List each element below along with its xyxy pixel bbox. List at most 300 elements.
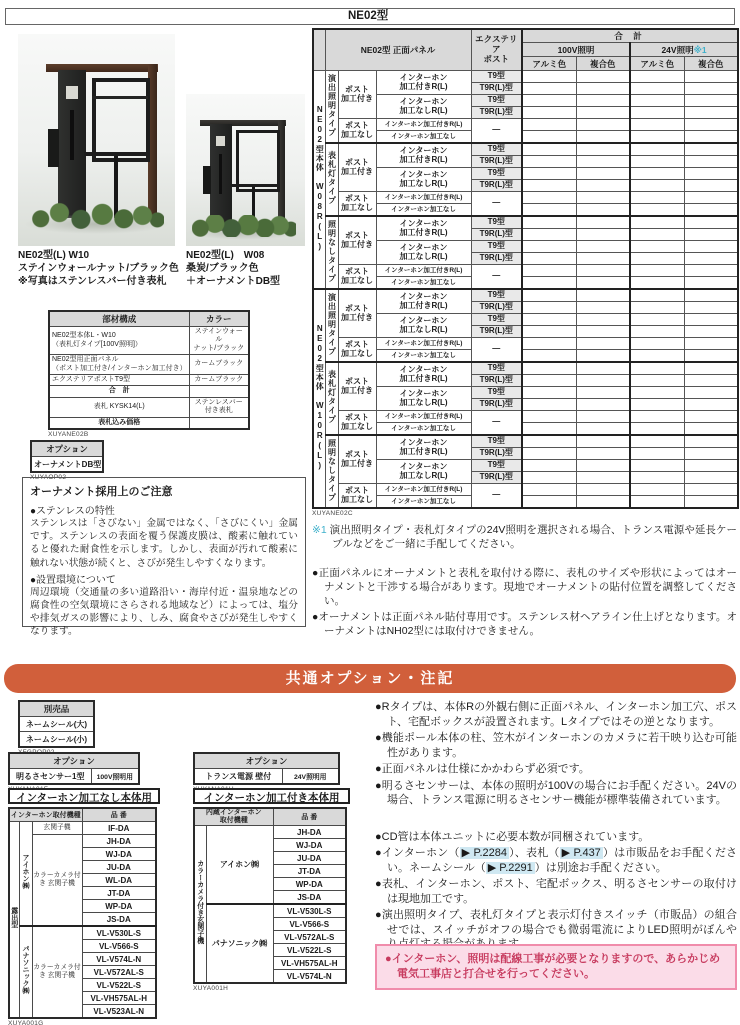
price-cell bbox=[576, 131, 630, 144]
exterior-post-cell: T9R(L)型 bbox=[471, 472, 522, 484]
price-cell bbox=[684, 253, 738, 265]
intercom-plain-block bbox=[8, 788, 160, 1025]
caption-line: ※写真はステンレスバー付き表札 bbox=[18, 276, 167, 287]
separate-sale-item: ネームシール(大) bbox=[19, 717, 94, 732]
option-header: オプション bbox=[194, 753, 339, 769]
price-cell bbox=[630, 168, 684, 180]
sensor-option-table bbox=[8, 752, 140, 785]
price-cell bbox=[576, 338, 630, 350]
price-cell bbox=[630, 216, 684, 229]
table-code: XUYA001G bbox=[8, 1020, 44, 1025]
intercom-plain-body bbox=[9, 822, 156, 1019]
model-number-cell: WL-DA bbox=[82, 874, 156, 887]
note-item-with-links bbox=[375, 846, 737, 875]
model-number-cell: VL-V572AL-S bbox=[82, 966, 156, 979]
model-number-cell: WJ-DA bbox=[273, 839, 346, 852]
spec-row bbox=[313, 484, 738, 496]
note-item: ●表札、インターホン、ポスト、宅配ボックス、明るさセンサーの取付けは現地加工です。 bbox=[375, 878, 737, 905]
intercom-option-cell: インターホン加工付きR(L) bbox=[376, 484, 471, 496]
exterior-post-cell: T9型 bbox=[471, 362, 522, 375]
price-cell bbox=[684, 411, 738, 423]
exterior-post-cell: T9R(L)型 bbox=[471, 156, 522, 168]
price-cell bbox=[576, 119, 630, 131]
exterior-post-cell: T9型 bbox=[471, 314, 522, 326]
spec-row bbox=[313, 143, 738, 156]
price-cell bbox=[522, 362, 576, 375]
panel-col-header: NE02型 正面パネル bbox=[325, 29, 471, 71]
intercom-option-cell: インターホン加工なし bbox=[376, 131, 471, 144]
price-cell bbox=[522, 399, 576, 411]
price-cell bbox=[522, 241, 576, 253]
price-cell bbox=[630, 119, 684, 131]
body-label-text: NE02型本体 W08R(L) bbox=[315, 104, 325, 252]
spec-table bbox=[312, 28, 739, 509]
price-cell bbox=[522, 95, 576, 107]
price-cell bbox=[630, 314, 684, 326]
price-cell bbox=[522, 338, 576, 350]
exterior-post-cell: T9型 bbox=[471, 71, 522, 83]
notice-body: 周辺環境（交通量の多い道路沿い・海岸付近・温泉地などの腐食性の空気環境にさらされる地域など）によっては、塩分や排気ガスの影響により、しみ、腐食やさびが発生しやすくなります。 bbox=[30, 586, 298, 638]
price-cell bbox=[684, 156, 738, 168]
model-number-cell: VL-V530L-S bbox=[82, 926, 156, 940]
intercom-built-title: インターホン加工付き本体用 bbox=[193, 788, 350, 804]
page-ref-link[interactable]: ▶ P.2284 bbox=[461, 847, 507, 860]
option-use: 24V照明用 bbox=[282, 769, 339, 785]
exterior-post-cell: — bbox=[471, 338, 522, 363]
separate-sale-item: ネームシール(小) bbox=[19, 732, 94, 748]
model-number-cell: JH-DA bbox=[273, 826, 346, 839]
price-cell bbox=[522, 71, 576, 83]
spec-row bbox=[313, 460, 738, 472]
price-cell bbox=[684, 71, 738, 83]
part-name: NE02型本体L・W10 （表札灯タイプ[100V照明]） bbox=[49, 327, 189, 355]
price-cell bbox=[684, 265, 738, 277]
intercom-option-cell: インターホン 加工なしR(L) bbox=[376, 387, 471, 411]
price-cell bbox=[630, 362, 684, 375]
note-item: ●機能ポール本体の柱、笠木がインターホンのカメラに若干映り込む可能性があります。 bbox=[375, 732, 737, 759]
parts-table bbox=[48, 310, 250, 430]
type-label-text: 演出照明タイプ bbox=[327, 73, 337, 137]
intercom-option-cell: インターホン加工付きR(L) bbox=[376, 192, 471, 204]
price-cell bbox=[522, 156, 576, 168]
mount-type-cell bbox=[194, 826, 206, 984]
note-text: ●インターホン（ bbox=[375, 847, 460, 860]
price-cell bbox=[522, 83, 576, 95]
transformer-option-table bbox=[193, 752, 340, 785]
exterior-post-cell: T9R(L)型 bbox=[471, 302, 522, 314]
price-cell bbox=[576, 423, 630, 436]
note-item: ●正面パネルは仕様にかかわらず必須です。 bbox=[375, 763, 590, 776]
exterior-post-cell: T9型 bbox=[471, 387, 522, 399]
spec-row bbox=[313, 338, 738, 350]
price-cell bbox=[576, 277, 630, 290]
intercom-option-cell: インターホン 加工なしR(L) bbox=[376, 460, 471, 484]
exterior-post-cell: — bbox=[471, 119, 522, 144]
intercom-row bbox=[194, 826, 346, 839]
price-cell bbox=[630, 350, 684, 363]
intercom-built-block bbox=[193, 788, 350, 992]
price-cell bbox=[630, 192, 684, 204]
price-cell bbox=[684, 448, 738, 460]
total-row-label: 合 計 bbox=[49, 386, 189, 397]
price-cell bbox=[684, 314, 738, 326]
price-cell bbox=[630, 180, 684, 192]
price-cell bbox=[630, 277, 684, 290]
price-cell bbox=[684, 435, 738, 448]
price-cell bbox=[522, 302, 576, 314]
price-cell bbox=[630, 241, 684, 253]
exterior-post-cell: T9型 bbox=[471, 460, 522, 472]
spec-row bbox=[313, 204, 738, 217]
intercom-box bbox=[203, 166, 211, 194]
notice-heading: ●ステンレスの特性 bbox=[30, 506, 115, 517]
price-cell bbox=[684, 241, 738, 253]
intercom-built-body bbox=[194, 826, 346, 984]
page-ref-link[interactable]: ▶ P.2291 bbox=[487, 861, 533, 874]
spec-row bbox=[313, 265, 738, 277]
intercom-plain-title: インターホン加工なし本体用 bbox=[8, 788, 160, 804]
nameplate bbox=[66, 86, 78, 99]
cross-bar bbox=[232, 184, 280, 187]
intercom-row bbox=[9, 822, 156, 835]
part-color bbox=[189, 386, 249, 397]
panel-slit bbox=[219, 154, 222, 194]
mount-type-cell bbox=[9, 822, 19, 1019]
option-use: 100V照明用 bbox=[91, 769, 139, 785]
model-number-cell: JS-DA bbox=[273, 891, 346, 905]
page-title: NE02型 bbox=[348, 10, 389, 22]
spec-corner-cell bbox=[313, 29, 325, 71]
price-cell bbox=[522, 168, 576, 180]
price-cell bbox=[576, 362, 630, 375]
type-label-text: 表札灯タイプ bbox=[327, 151, 337, 206]
spec-type-label bbox=[325, 362, 338, 435]
post-with-cell: ポスト 加工付き bbox=[338, 71, 376, 119]
price-cell bbox=[522, 350, 576, 363]
exterior-post-cell: T9型 bbox=[471, 289, 522, 302]
post-without-cell: ポスト 加工なし bbox=[338, 411, 376, 436]
mount-type-text: 露出型 bbox=[10, 906, 18, 928]
panel-slit bbox=[70, 110, 74, 160]
spec-row bbox=[313, 289, 738, 302]
price-cell bbox=[576, 95, 630, 107]
model-number-cell: VL-VH575AL-H bbox=[82, 992, 156, 1005]
price-cell bbox=[576, 180, 630, 192]
model-number-cell: VL-V566-S bbox=[273, 918, 346, 931]
intercom-type-header: インターホン取付機種 bbox=[9, 808, 82, 822]
price-cell bbox=[576, 265, 630, 277]
exterior-post-cell: T9型 bbox=[471, 168, 522, 180]
exterior-post-cell: T9型 bbox=[471, 241, 522, 253]
spec-body-label bbox=[313, 289, 325, 508]
spec-row bbox=[313, 387, 738, 399]
price-cell bbox=[630, 496, 684, 509]
price-cell bbox=[522, 253, 576, 265]
table-code: XUYA001H bbox=[193, 985, 229, 993]
post-with-cell: ポスト 加工付き bbox=[338, 435, 376, 484]
price-cell bbox=[630, 435, 684, 448]
spec-row bbox=[313, 411, 738, 423]
product-photo-right bbox=[186, 94, 305, 246]
price-cell bbox=[522, 448, 576, 460]
price-cell bbox=[576, 460, 630, 472]
price-cell bbox=[684, 460, 738, 472]
price-cell bbox=[684, 107, 738, 119]
intercom-row bbox=[9, 926, 156, 940]
ref-note-1 bbox=[312, 523, 737, 551]
exterior-post-cell: T9R(L)型 bbox=[471, 229, 522, 241]
price-cell bbox=[522, 143, 576, 156]
price-cell bbox=[630, 326, 684, 338]
model-number-cell: JH-DA bbox=[82, 835, 156, 848]
intercom-option-cell: インターホン 加工付きR(L) bbox=[376, 216, 471, 241]
intercom-option-cell: インターホン加工なし bbox=[376, 277, 471, 290]
open-frame bbox=[92, 78, 150, 162]
model-number-cell: VL-VH575AL-H bbox=[273, 957, 346, 970]
model-number-cell: VL-V572AL-S bbox=[273, 931, 346, 944]
page-header-bar bbox=[5, 8, 735, 25]
header-24v bbox=[630, 43, 738, 57]
price-cell bbox=[684, 362, 738, 375]
price-cell bbox=[522, 204, 576, 217]
spec-row bbox=[313, 192, 738, 204]
price-cell bbox=[576, 399, 630, 411]
intercom-option-cell: インターホン加工付きR(L) bbox=[376, 119, 471, 131]
exterior-post-cell: T9R(L)型 bbox=[471, 375, 522, 387]
price-cell bbox=[684, 95, 738, 107]
model-number-cell: VL-V523AL-N bbox=[82, 1005, 156, 1019]
spec-table-body bbox=[313, 71, 738, 509]
spec-row bbox=[313, 131, 738, 144]
type-label-text: 照明なしタイプ bbox=[327, 219, 337, 283]
spec-row bbox=[313, 350, 738, 363]
exterior-post-cell: T9型 bbox=[471, 435, 522, 448]
photo-caption-right bbox=[186, 249, 316, 288]
price-cell bbox=[630, 387, 684, 399]
price-cell bbox=[576, 350, 630, 363]
part-name: 表札 KYSK14(L) bbox=[49, 397, 189, 417]
price-cell bbox=[576, 484, 630, 496]
exterior-post-cell: T9型 bbox=[471, 95, 522, 107]
price-cell bbox=[576, 168, 630, 180]
price-cell bbox=[522, 387, 576, 399]
price-row-label: 表札込み価格 bbox=[49, 417, 189, 429]
price-cell bbox=[522, 289, 576, 302]
price-cell bbox=[684, 350, 738, 363]
price-cell bbox=[684, 204, 738, 217]
exterior-post-cell: T9R(L)型 bbox=[471, 107, 522, 119]
spec-body-label bbox=[313, 71, 325, 290]
spec-row bbox=[313, 216, 738, 229]
price-cell bbox=[630, 229, 684, 241]
price-cell bbox=[576, 253, 630, 265]
model-number-cell: JT-DA bbox=[273, 865, 346, 878]
note-item: ●オーナメントは正面パネル貼付専用です。ステンレス材ヘアライン仕上げとなります。オーナメントはNH02型には取付けできません。 bbox=[312, 611, 737, 638]
price-cell bbox=[684, 472, 738, 484]
price-cell bbox=[576, 387, 630, 399]
table-code: XUYANE02B bbox=[48, 430, 89, 438]
price-cell bbox=[576, 496, 630, 509]
ref-text: 演出照明タイプ・表札灯タイプの24V照明を選択される場合、トランス電源や延長ケーブルなどをご一緒に手配してください。 bbox=[329, 524, 737, 551]
color-col-header: カラー bbox=[189, 311, 249, 327]
price-cell bbox=[684, 83, 738, 95]
price-cell bbox=[576, 241, 630, 253]
price-cell bbox=[576, 448, 630, 460]
model-number-cell: JT-DA bbox=[82, 887, 156, 900]
price-cell bbox=[522, 472, 576, 484]
intercom-box bbox=[48, 129, 59, 167]
price-cell bbox=[684, 168, 738, 180]
price-cell bbox=[684, 180, 738, 192]
part-color: カームブラック bbox=[189, 355, 249, 375]
option-header: オプション bbox=[31, 441, 103, 457]
option-item: オーナメントDB型 bbox=[31, 457, 103, 473]
price-cell bbox=[630, 448, 684, 460]
page-ref-link[interactable]: ▶ P.437 bbox=[561, 847, 601, 860]
option-header: オプション bbox=[9, 753, 139, 769]
maker-cell: アイホン㈱ bbox=[206, 826, 273, 905]
post-without-cell: ポスト 加工なし bbox=[338, 484, 376, 509]
section-banner: 共通オプション・注記 bbox=[4, 664, 736, 693]
price-cell bbox=[630, 156, 684, 168]
option-item: トランス電源 壁付 bbox=[194, 769, 282, 785]
price-cell bbox=[522, 496, 576, 509]
header-24v-label: 24V照明 bbox=[661, 44, 694, 55]
price-cell bbox=[684, 399, 738, 411]
price-cell bbox=[576, 435, 630, 448]
spec-row bbox=[313, 168, 738, 180]
separate-sale-block bbox=[18, 700, 95, 756]
exterior-post-cell: T9型 bbox=[471, 216, 522, 229]
color-col: アルミ色 bbox=[522, 57, 576, 71]
price-cell bbox=[576, 204, 630, 217]
model-number-cell: IF-DA bbox=[82, 822, 156, 835]
price-cell bbox=[576, 472, 630, 484]
intercom-option-cell: インターホン 加工なしR(L) bbox=[376, 168, 471, 192]
post-without-cell: ポスト 加工なし bbox=[338, 192, 376, 217]
exterior-post-cell: T9型 bbox=[471, 143, 522, 156]
price-cell bbox=[522, 326, 576, 338]
price-cell bbox=[684, 423, 738, 436]
price-cell bbox=[684, 326, 738, 338]
intercom-option-cell: インターホン加工なし bbox=[376, 496, 471, 509]
notes-gap bbox=[375, 810, 737, 830]
price-cell bbox=[576, 375, 630, 387]
ref-mark: ※1 bbox=[693, 44, 707, 55]
plants bbox=[30, 202, 164, 230]
body-label-text: NE02型本体 W10R(L) bbox=[315, 323, 325, 471]
post-with-cell: ポスト 加工付き bbox=[338, 216, 376, 265]
price-cell bbox=[630, 460, 684, 472]
caption-line: ステインウォールナット/ブラック色 bbox=[18, 263, 179, 274]
spec-row bbox=[313, 241, 738, 253]
price-cell bbox=[522, 131, 576, 144]
price-cell bbox=[576, 289, 630, 302]
ref-mark: ※1 bbox=[312, 524, 327, 536]
intercom-option-cell: インターホン 加工付きR(L) bbox=[376, 71, 471, 95]
price-cell bbox=[684, 375, 738, 387]
price-cell bbox=[630, 265, 684, 277]
intercom-row bbox=[9, 835, 156, 848]
part-name: NE02型用正面パネル （ポスト加工付き/インターホン加工付き） bbox=[49, 355, 189, 375]
unit-type-cell: 玄関子機 bbox=[32, 822, 82, 835]
price-cell bbox=[630, 131, 684, 144]
post-with-cell: ポスト 加工付き bbox=[338, 143, 376, 192]
price-cell bbox=[684, 119, 738, 131]
price-cell bbox=[630, 289, 684, 302]
intercom-option-cell: インターホン 加工なしR(L) bbox=[376, 314, 471, 338]
model-number-cell: VL-V522L-S bbox=[273, 944, 346, 957]
color-col: 複合色 bbox=[576, 57, 630, 71]
price-cell bbox=[576, 302, 630, 314]
price-cell bbox=[684, 496, 738, 509]
price-cell bbox=[630, 204, 684, 217]
exterior-post-cell: T9R(L)型 bbox=[471, 399, 522, 411]
note-item: ●演出照明タイプ、表札灯タイプと表示灯付きスイッチ（市販品）の組合せでは、スイッチがオフの場合でも微弱電流によりLED照明がぼんや bbox=[375, 909, 737, 936]
intercom-option-cell: インターホン加工なし bbox=[376, 204, 471, 217]
model-number-cell: VL-V574L-N bbox=[82, 953, 156, 966]
unit-type-cell: カラーカメラ付 き 玄関子機 bbox=[32, 835, 82, 927]
intercom-option-cell: インターホン加工付きR(L) bbox=[376, 265, 471, 277]
type-label-text: 照明なしタイプ bbox=[327, 438, 337, 502]
price-cell bbox=[522, 375, 576, 387]
part-color bbox=[189, 417, 249, 429]
exterior-post-cell: — bbox=[471, 484, 522, 509]
caption-line: ＋オーナメントDB型 bbox=[186, 276, 281, 287]
price-cell bbox=[576, 71, 630, 83]
spec-row bbox=[313, 423, 738, 436]
model-number-cell: VL-V574L-N bbox=[273, 970, 346, 984]
note-item: ●CD管は本体ユニットに必要本数が同梱されています。 bbox=[375, 830, 650, 843]
price-cell bbox=[630, 302, 684, 314]
price-cell bbox=[684, 216, 738, 229]
spec-type-label bbox=[325, 143, 338, 216]
price-cell bbox=[684, 277, 738, 290]
type-label-text: 演出照明タイプ bbox=[327, 292, 337, 356]
model-number-cell: WP-DA bbox=[82, 900, 156, 913]
spec-row bbox=[313, 496, 738, 509]
price-cell bbox=[522, 484, 576, 496]
caption-line: 桑炭/ブラック色 bbox=[186, 263, 259, 274]
sensor-option-block bbox=[8, 752, 140, 793]
exterior-post-cell: T9R(L)型 bbox=[471, 253, 522, 265]
total-col-header: 合 計 bbox=[522, 29, 738, 43]
intercom-option-cell: インターホン 加工なしR(L) bbox=[376, 95, 471, 119]
price-cell bbox=[522, 192, 576, 204]
intercom-option-cell: インターホン 加工なしR(L) bbox=[376, 241, 471, 265]
price-cell bbox=[630, 411, 684, 423]
price-cell bbox=[630, 107, 684, 119]
model-number-cell: JS-DA bbox=[82, 913, 156, 927]
model-number-cell: WP-DA bbox=[273, 878, 346, 891]
price-cell bbox=[522, 229, 576, 241]
price-cell bbox=[522, 216, 576, 229]
price-cell bbox=[576, 229, 630, 241]
intercom-option-cell: インターホン加工なし bbox=[376, 423, 471, 436]
ornament-option-table bbox=[30, 440, 104, 473]
caption-line: NE02型(L) W10 bbox=[18, 250, 90, 261]
price-cell bbox=[576, 216, 630, 229]
price-cell bbox=[684, 484, 738, 496]
price-cell bbox=[630, 484, 684, 496]
ornament-notice-box bbox=[22, 477, 306, 638]
price-cell bbox=[684, 131, 738, 144]
spec-row bbox=[313, 71, 738, 83]
intercom-option-cell: インターホン加工付きR(L) bbox=[376, 338, 471, 350]
price-cell bbox=[630, 143, 684, 156]
price-cell bbox=[630, 472, 684, 484]
caption-line: NE02型(L) W08 bbox=[186, 250, 265, 261]
